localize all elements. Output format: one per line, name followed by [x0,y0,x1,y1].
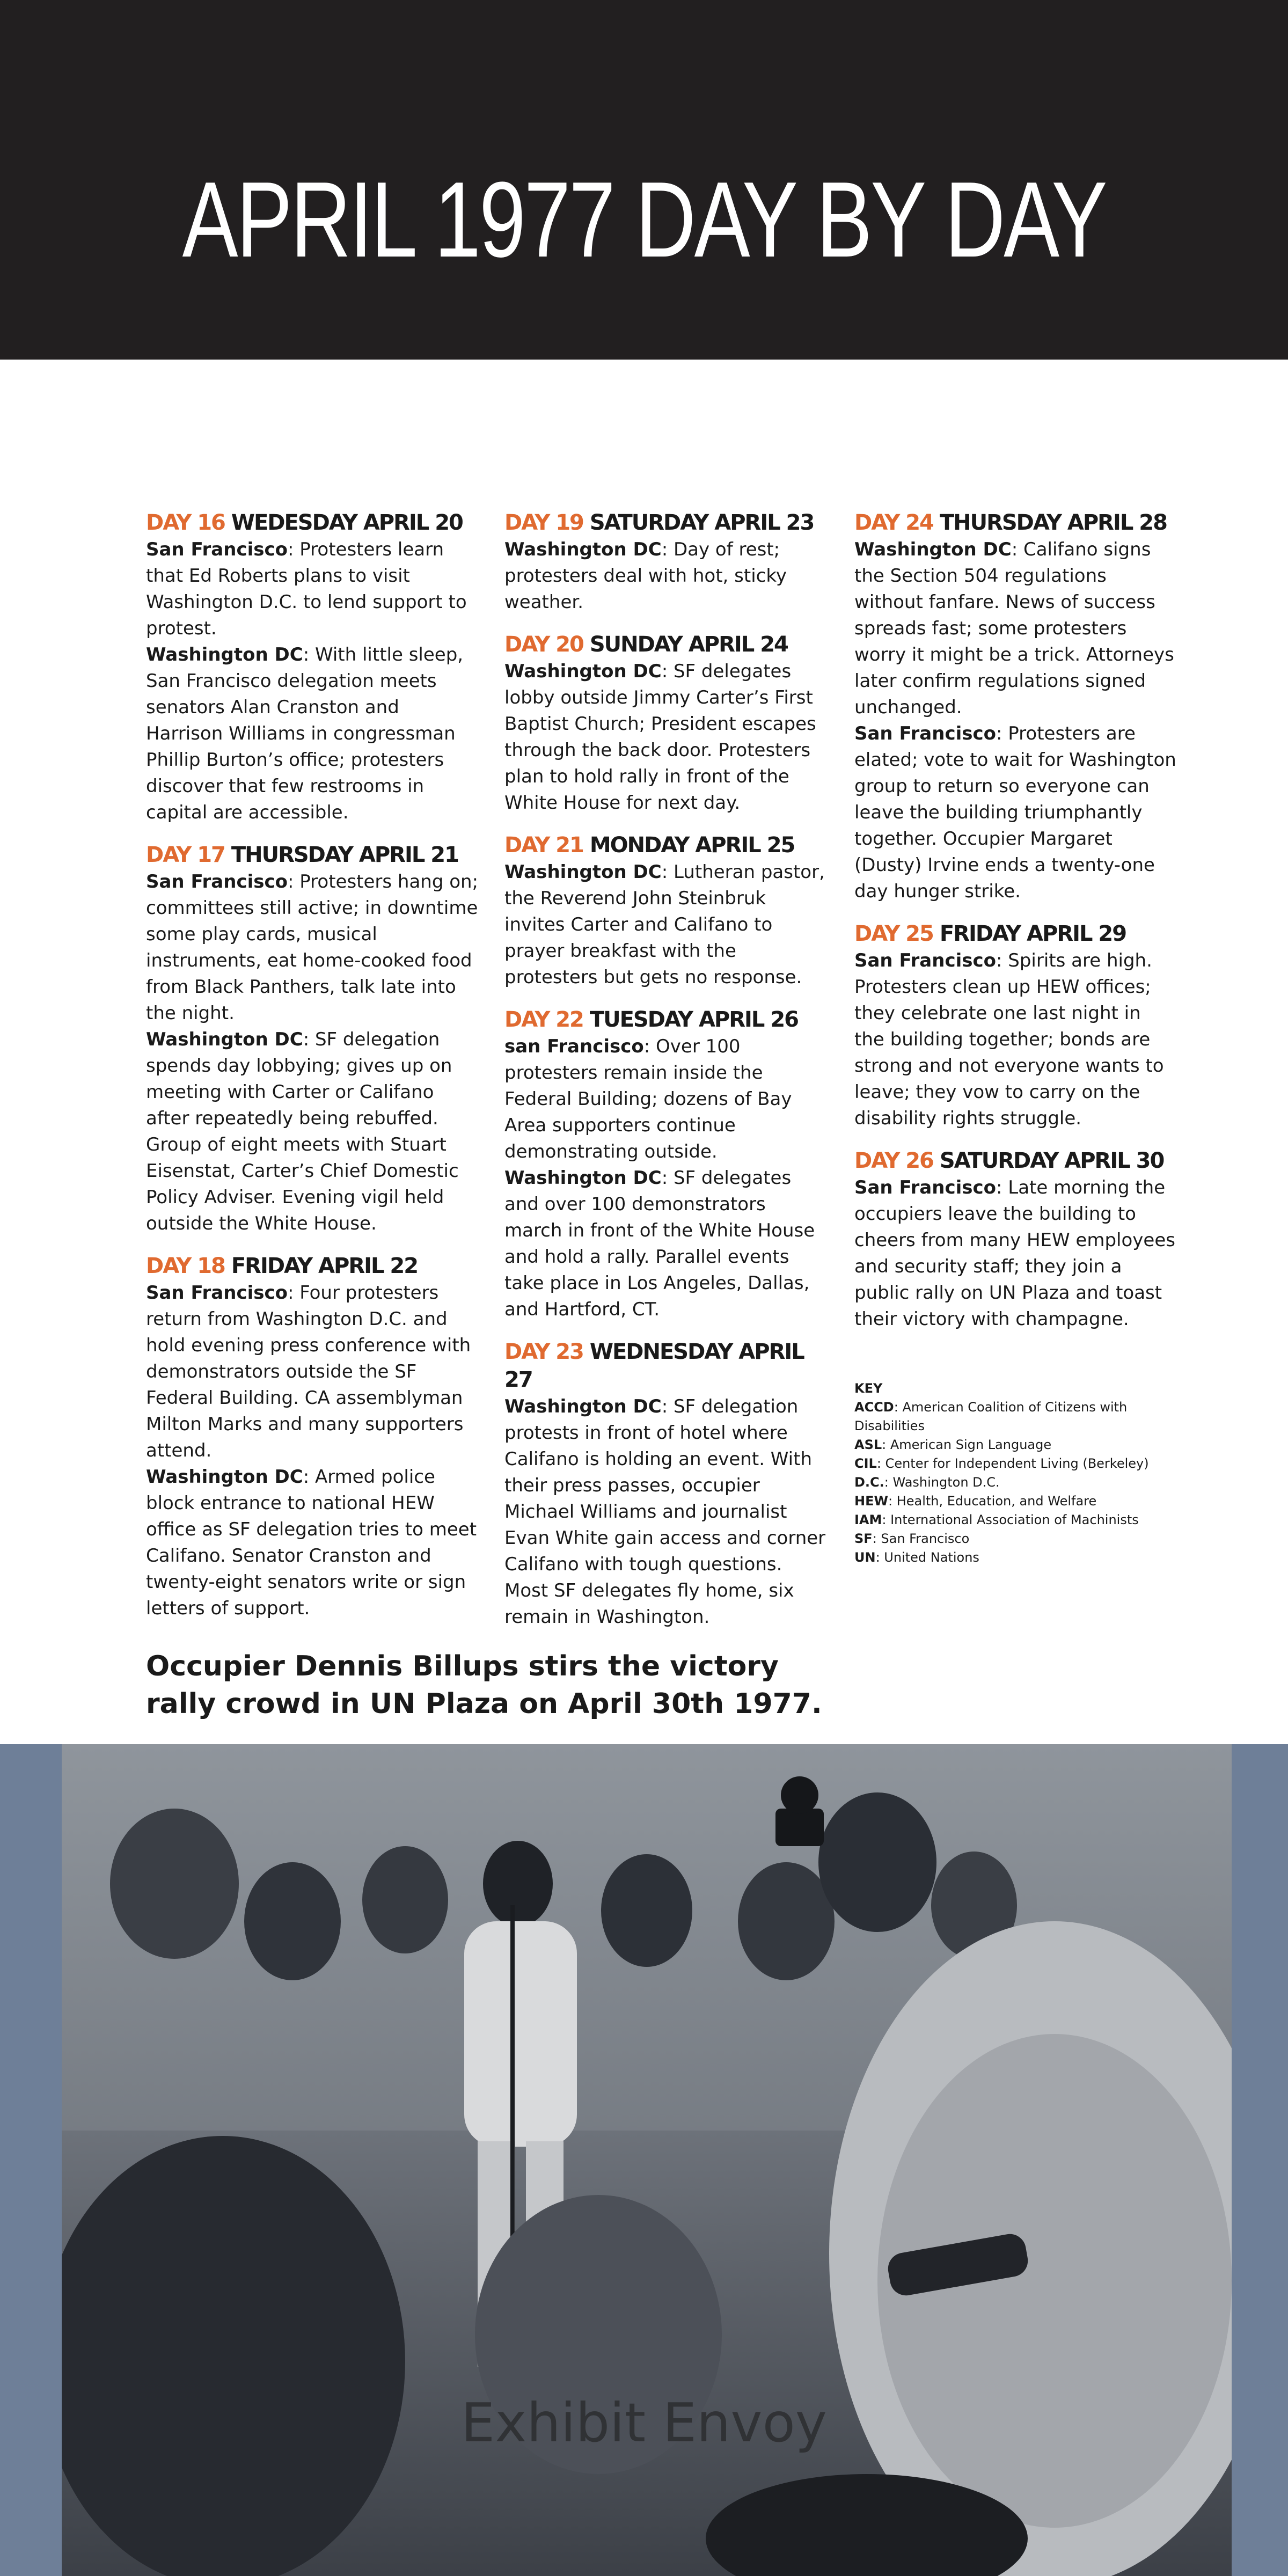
key-abbreviation: IAM [854,1512,882,1527]
timeline-entry [854,1147,1176,1333]
watermark-text: Exhibit Envoy [461,2391,827,2454]
location-label: Washington DC [146,1466,303,1488]
key-item [854,1454,1198,1473]
entry-text: : Day of rest; protesters deal with hot, sticky weather. [504,539,787,613]
location-label: Washington DC [504,861,662,883]
entry-text: : With little sleep, San Francisco delegation meets senators Alan Cranston and Harrison Williams in congressman Phillip Burton’s office; protesters discover that few restrooms in capital are accessible. [146,644,464,823]
day-number: DAY 24 [854,510,933,535]
entry-paragraph [146,537,479,642]
photo-caption: Occupier Dennis Billups stirs the victory rally crowd in UN Plaza on April 30th 1977. [146,1650,822,1720]
location-label: San Francisco [146,1282,288,1304]
timeline-entry [504,1006,826,1323]
entry-paragraph [854,537,1176,721]
entry-header [854,920,1176,948]
entry-paragraph [146,1280,479,1464]
timeline-column-2 [504,509,826,1645]
day-number: DAY 21 [504,833,583,858]
entry-text: : SF delegates lobby outside Jimmy Carter’s First Baptist Church; President escapes through the back door. Protesters plan to hold rally in front of the White House for next day. [504,661,816,814]
timeline-entry [146,1252,479,1622]
location-label: Washington DC [504,1167,662,1189]
entry-text: : Protesters are elated; vote to wait for Washington group to return so everyone can leave the building triumphantly together. Occupier Margaret (Dusty) Irvine ends a twenty-one day hunger strike. [854,723,1176,902]
entry-paragraph [854,721,1176,905]
entry-text: : Spirits are high. Protesters clean up HEW offices; they celebrate one last night in the building together; bonds are strong and not everyone wants to leave; they vow to carry on the disability rights struggle. [854,950,1164,1129]
entry-paragraph [504,1034,826,1165]
entry-text: : Late morning the occupiers leave the building to cheers from many HEW employees and security staff; they join a public rally on UN Plaza and toast their victory with champagne. [854,1177,1175,1330]
entry-text: : SF delegation spends day lobbying; gives up on meeting with Carter or Califano after repeatedly being rebuffed. Group of eight meets with Stuart Eisenstat, Carter’s Chief Domestic Policy Adviser. Evening vigil held outside the White House. [146,1029,459,1234]
key-meaning: : International Association of Machinists [882,1512,1139,1527]
key-meaning: : Health, Education, and Welfare [888,1494,1097,1509]
location-label: San Francisco [146,871,288,892]
entry-text: : Over 100 protesters remain inside the Federal Building; dozens of Bay Area supporters continue demonstrating outside. [504,1036,792,1162]
day-number: DAY 17 [146,843,225,867]
location-label: Washington DC [146,1029,303,1050]
key-meaning: : San Francisco [872,1531,970,1546]
page-title: APRIL 1977 DAY BY DAY [182,160,1106,280]
location-label: San Francisco [854,1177,996,1198]
key-abbreviation: ACCD [854,1400,894,1415]
day-number: DAY 19 [504,510,583,535]
day-date: SATURDAY APRIL 23 [589,510,814,535]
day-date: MONDAY APRIL 25 [589,833,795,858]
key-abbreviation: CIL [854,1456,877,1471]
entry-header [504,631,826,658]
entry-text: : Lutheran pastor, the Reverend John Steinbruk invites Carter and Califano to prayer breakfast with the protesters but gets no response. [504,861,825,988]
key-meaning: : American Sign Language [882,1437,1052,1452]
location-label: San Francisco [146,539,288,560]
key-abbreviation: HEW [854,1494,888,1509]
entry-header [146,1252,479,1280]
key-item [854,1511,1198,1529]
day-date: TUESDAY APRIL 26 [589,1007,798,1032]
day-date: FRIDAY APRIL 29 [939,921,1126,946]
timeline-entry [146,509,479,826]
key-abbreviation: D.C. [854,1475,884,1490]
entry-paragraph [504,658,826,816]
entry-paragraph [146,1464,479,1622]
entry-header [504,509,826,537]
day-number: DAY 25 [854,921,933,946]
entry-paragraph [854,1175,1176,1333]
entry-text: : Protesters hang on; committees still active; in downtime some play cards, musical instruments, eat home-cooked food from Black Panthers, talk late into the night. [146,871,479,1024]
entry-paragraph [854,948,1176,1132]
entry-text: : Armed police block entrance to national HEW office as SF delegation tries to meet Califano. Senator Cranston and twenty-eight senators write or sign letters of support. [146,1466,477,1619]
entry-paragraph [146,1027,479,1237]
key-item [854,1492,1198,1511]
entry-header [504,1006,826,1034]
location-label: Washington DC [504,661,662,682]
key-abbreviation: ASL [854,1437,882,1452]
location-label: san Francisco [504,1036,644,1057]
key-item [854,1529,1198,1548]
entry-text: : Four protesters return from Washington D.C. and hold evening press conference with demonstrators outside the SF Federal Building. CA assemblyman Milton Marks and many supporters attend. [146,1282,471,1461]
entry-paragraph [146,642,479,826]
entry-paragraph [504,859,826,991]
key-meaning: : Washington D.C. [884,1475,1000,1490]
key-list [854,1398,1198,1567]
entry-paragraph [504,537,826,616]
day-number: DAY 16 [146,510,225,535]
entry-text: : SF delegation protests in front of hotel where Califano is holding an event. With their press passes, occupier Michael Williams and journalist Evan White gain access and corner Califano with tough questions. Most SF delegates fly home, six remain in Washington. [504,1396,826,1628]
key-item [854,1436,1198,1454]
key-abbreviation: SF [854,1531,873,1546]
timeline-column-1 [146,509,479,1637]
day-date: WEDESDAY APRIL 20 [231,510,463,535]
timeline-entry [854,509,1176,905]
entry-header [854,509,1176,537]
location-label: Washington DC [504,539,662,560]
entry-text: : Califano signs the Section 504 regulations without fanfare. News of success spreads fast; some protesters worry it might be a trick. Attorneys later confirm regulations signed unchanged. [854,539,1174,718]
location-label: Washington DC [504,1396,662,1417]
entry-text: : SF delegates and over 100 demonstrators march in front of the White House and hold a rally. Parallel events take place in Los Angeles, Dallas, and Hartford, CT. [504,1167,815,1320]
timeline-column-3 [854,509,1176,1348]
day-date: THURSDAY APRIL 28 [939,510,1167,535]
location-label: Washington DC [146,644,303,665]
abbreviation-key [854,1379,1198,1567]
timeline-entry [146,841,479,1237]
day-date: FRIDAY APRIL 22 [231,1254,418,1278]
day-number: DAY 20 [504,632,583,657]
entry-header [146,841,479,869]
location-label: San Francisco [854,950,996,971]
key-item [854,1398,1198,1436]
entry-paragraph [504,1165,826,1323]
day-number: DAY 18 [146,1254,225,1278]
entry-text: : Protesters learn that Ed Roberts plans to visit Washington D.C. to lend support to protest. [146,539,467,639]
day-number: DAY 23 [504,1340,583,1364]
location-label: Washington DC [854,539,1012,560]
key-title: KEY [854,1381,883,1396]
timeline-entry [854,920,1176,1132]
key-abbreviation: UN [854,1550,876,1565]
timeline-entry [504,831,826,991]
day-date: THURSDAY APRIL 21 [231,843,458,867]
timeline-entry [504,631,826,816]
day-number: DAY 26 [854,1148,933,1173]
day-date: WEDNESDAY APRIL 27 [504,1340,804,1392]
key-item [854,1473,1198,1492]
location-label: San Francisco [854,723,996,744]
entry-paragraph [146,869,479,1027]
entry-header [504,1338,826,1394]
title-banner [0,0,1288,360]
timeline-entry [504,1338,826,1630]
day-number: DAY 22 [504,1007,583,1032]
key-meaning: : United Nations [875,1550,979,1565]
key-meaning: : American Coalition of Citizens with Disabilities [854,1400,1128,1433]
entry-header [146,509,479,537]
day-date: SATURDAY APRIL 30 [939,1148,1164,1173]
entry-header [854,1147,1176,1175]
entry-header [504,831,826,859]
entry-paragraph [504,1394,826,1630]
timeline-entry [504,509,826,616]
key-meaning: : Center for Independent Living (Berkeley) [876,1456,1149,1471]
key-item [854,1548,1198,1567]
day-date: SUNDAY APRIL 24 [589,632,788,657]
